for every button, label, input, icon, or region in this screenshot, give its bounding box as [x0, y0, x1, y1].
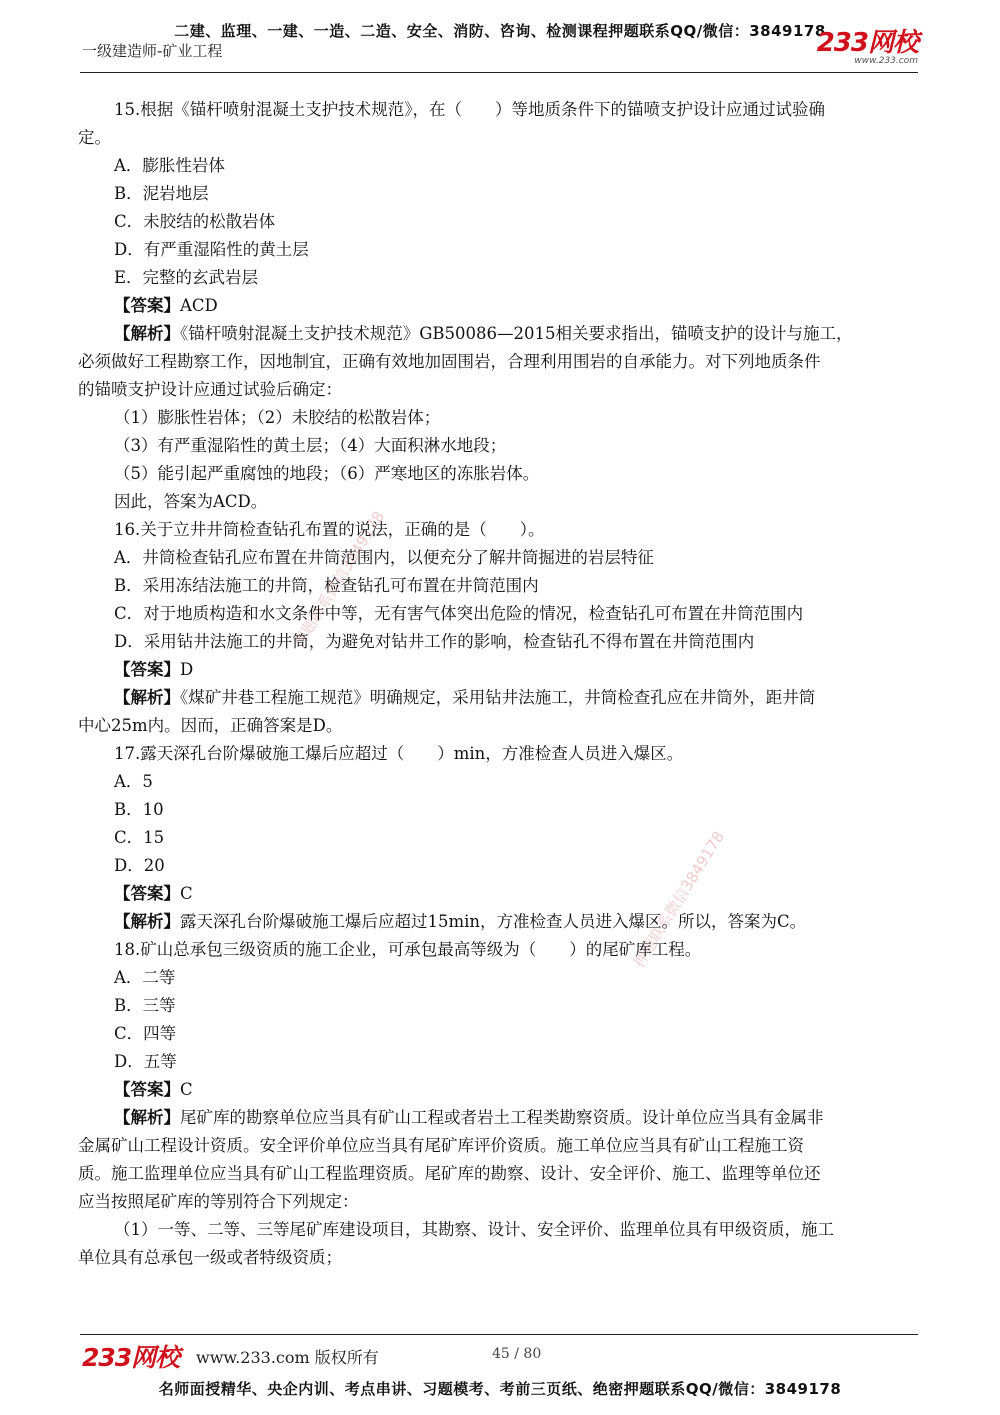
- analysis-label: 【解析】: [114, 1108, 180, 1127]
- question-stem: 17.露天深孔台阶爆破施工爆后应超过（ ）min，方准检查人员进入爆区。: [114, 744, 684, 763]
- question-stem: 18.矿山总承包三级资质的施工企业，可承包最高等级为（ ）的尾矿库工程。: [114, 940, 702, 959]
- answer-value: ACD: [180, 296, 218, 315]
- analysis-text: 露天深孔台阶爆破施工爆后应超过15min，方准检查人员进入爆区。所以，答案为C。: [180, 912, 807, 931]
- brand-logo: [817, 30, 918, 66]
- analysis-list-item: （5）能引起严重腐蚀的地段；（6）严寒地区的冻胀岩体。: [114, 464, 540, 483]
- question-15: [78, 96, 920, 516]
- option: D．五等: [114, 1052, 177, 1071]
- top-banner: 二建、监理、一建、一造、二造、安全、消防、咨询、检测课程押题联系QQ/微信：3849178: [174, 22, 826, 40]
- bottom-banner: 名师面授精华、央企内训、考点串讲、习题模考、考前三页纸、绝密押题联系QQ/微信：3849178: [158, 1380, 842, 1398]
- question-stem: 15.根据《锚杆喷射混凝土支护技术规范》，在（ ）等地质条件下的锚喷支护设计应通过试验确: [114, 100, 825, 119]
- option: B．采用冻结法施工的井筒，检查钻孔可布置在井筒范围内: [114, 576, 539, 595]
- answer-value: D: [180, 660, 194, 679]
- answer-label: 【答案】: [114, 660, 180, 679]
- analysis-label: 【解析】: [114, 688, 180, 707]
- option: C．四等: [114, 1024, 177, 1043]
- answer: [78, 656, 920, 684]
- option: B．三等: [114, 996, 176, 1015]
- question-stem-cont: 定。: [78, 128, 111, 147]
- analysis-text: 质。施工监理单位应当具有矿山工程监理资质。尾矿库的勘察、设计、安全评价、施工、监理等单位还: [78, 1164, 821, 1183]
- page-content: [78, 96, 920, 1272]
- analysis-label: 【解析】: [114, 324, 180, 343]
- analysis-text: 必须做好工程勘察工作，因地制宜，正确有效地加固围岩，合理利用围岩的自承能力。对下列地质条件: [78, 352, 821, 371]
- answer-value: C: [180, 1080, 193, 1099]
- analysis-list-item-cont: 单位具有总承包一级或者特级资质；: [78, 1248, 342, 1267]
- analysis-text: 应当按照尾矿库的等别符合下列规定：: [78, 1192, 359, 1211]
- analysis-text: 的锚喷支护设计应通过试验后确定：: [78, 380, 342, 399]
- watermark: 押题联系微信3849178: [629, 828, 729, 971]
- option: D．有严重湿陷性的黄土层: [114, 240, 309, 259]
- question-18: [78, 936, 920, 1272]
- analysis: [78, 684, 920, 712]
- answer: [78, 292, 920, 320]
- header-rule: [80, 72, 918, 73]
- analysis-list-item: （1）一等、二等、三等尾矿库建设项目，其勘察、设计、安全评价、监理单位具有甲级资质，施工: [114, 1220, 834, 1239]
- watermark: 押题联系微信3849178: [289, 508, 389, 651]
- analysis-list-item: （1）膨胀性岩体；（2）未胶结的松散岩体；: [114, 408, 441, 427]
- analysis-text: 《煤矿井巷工程施工规范》明确规定，采用钻井法施工，井筒检查孔应在井筒外，距井筒: [180, 688, 816, 707]
- option: A．井筒检查钻孔应布置在井筒范围内，以便充分了解井筒掘进的岩层特征: [114, 548, 654, 567]
- analysis-text: 金属矿山工程设计资质。安全评价单位应当具有尾矿库评价资质。施工单位应当具有矿山工程施工资: [78, 1136, 804, 1155]
- answer-label: 【答案】: [114, 884, 180, 903]
- answer-label: 【答案】: [114, 296, 180, 315]
- subject-title: 一级建造师-矿业工程: [82, 42, 223, 60]
- analysis-label: 【解析】: [114, 912, 180, 931]
- analysis-text: 中心25m内。因而，正确答案是D。: [78, 716, 343, 735]
- option: B．10: [114, 800, 164, 819]
- analysis-conclusion: 因此，答案为ACD。: [114, 492, 268, 511]
- answer-value: C: [180, 884, 193, 903]
- option: C．15: [114, 828, 165, 847]
- analysis-text: 《锚杆喷射混凝土支护技术规范》GB50086—2015相关要求指出，锚喷支护的设计与施工，: [180, 324, 853, 343]
- footer-logo: 233网校: [82, 1343, 180, 1372]
- analysis-text: 尾矿库的勘察单位应当具有矿山工程或者岩土工程类勘察资质。设计单位应当具有金属非: [180, 1108, 824, 1127]
- answer: [78, 1076, 920, 1104]
- option: C．未胶结的松散岩体: [114, 212, 276, 231]
- logo-text: 233网校: [816, 28, 918, 58]
- option: D．20: [114, 856, 165, 875]
- option: B．泥岩地层: [114, 184, 209, 203]
- logo-url: www.233.com: [854, 56, 918, 66]
- page-number: 45 / 80: [492, 1346, 542, 1362]
- analysis: [78, 320, 920, 348]
- question-stem: 16.关于立井井筒检查钻孔布置的说法，正确的是（ ）。: [114, 520, 545, 539]
- footer-copyright: www.233.com 版权所有: [196, 1348, 379, 1367]
- analysis: [78, 908, 920, 936]
- question-16: [78, 516, 920, 740]
- question-17: [78, 740, 920, 936]
- option: A．二等: [114, 968, 176, 987]
- analysis-list-item: （3）有严重湿陷性的黄土层；（4）大面积淋水地段；: [114, 436, 507, 455]
- option: A．5: [114, 772, 153, 791]
- footer-rule: [80, 1334, 918, 1335]
- option: D．采用钻井法施工的井筒，为避免对钻井工作的影响，检查钻孔不得布置在井筒范围内: [114, 632, 755, 651]
- option: C．对于地质构造和水文条件中等，无有害气体突出危险的情况，检查钻孔可布置在井筒范围内: [114, 604, 804, 623]
- option: A．膨胀性岩体: [114, 156, 225, 175]
- analysis: [78, 1104, 920, 1132]
- answer: [78, 880, 920, 908]
- option: E．完整的玄武岩层: [114, 268, 259, 287]
- answer-label: 【答案】: [114, 1080, 180, 1099]
